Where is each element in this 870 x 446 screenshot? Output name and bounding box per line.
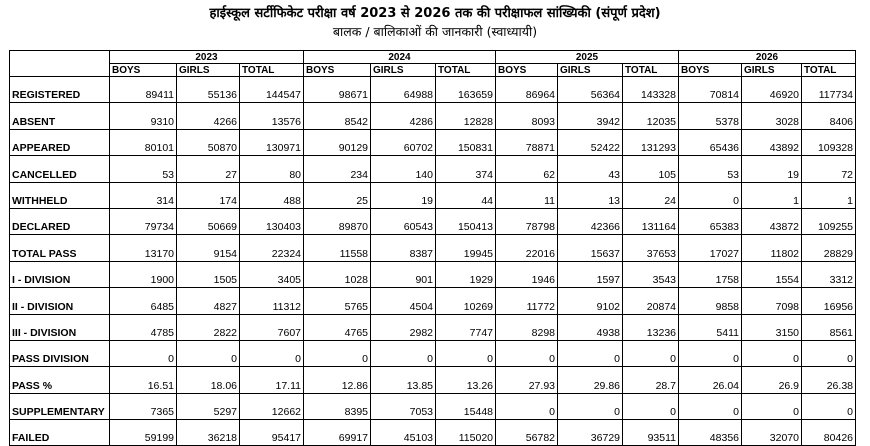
col-header-boys: BOYS xyxy=(496,64,558,77)
value-cell: 24 xyxy=(623,182,679,208)
col-header-girls: GIRLS xyxy=(558,64,623,77)
value-cell: 117734 xyxy=(802,77,856,103)
col-header-boys: BOYS xyxy=(679,64,742,77)
value-cell: 0 xyxy=(240,340,304,366)
row-label: APPEARED xyxy=(10,129,110,155)
value-cell: 4765 xyxy=(304,314,371,340)
value-cell: 43892 xyxy=(742,129,802,155)
value-cell: 12.86 xyxy=(304,367,371,393)
value-cell: 56782 xyxy=(496,420,558,446)
value-cell: 109255 xyxy=(802,208,856,234)
value-cell: 13236 xyxy=(623,314,679,340)
value-cell: 105 xyxy=(623,156,679,182)
value-cell: 11312 xyxy=(240,288,304,314)
table-row xyxy=(10,393,856,419)
value-cell: 5297 xyxy=(177,393,240,419)
value-cell: 109328 xyxy=(802,129,856,155)
row-label: III - DIVISION xyxy=(10,314,110,340)
col-header-boys: BOYS xyxy=(110,64,177,77)
value-cell: 28.7 xyxy=(623,367,679,393)
value-cell: 0 xyxy=(436,340,496,366)
value-cell: 86964 xyxy=(496,77,558,103)
value-cell: 62 xyxy=(496,156,558,182)
value-cell: 163659 xyxy=(436,77,496,103)
value-cell: 140 xyxy=(371,156,436,182)
table-row xyxy=(10,340,856,366)
row-label: WITHHELD xyxy=(10,182,110,208)
value-cell: 7747 xyxy=(436,314,496,340)
corner-cell xyxy=(10,51,110,64)
value-cell: 4938 xyxy=(558,314,623,340)
value-cell: 9858 xyxy=(679,288,742,314)
value-cell: 7098 xyxy=(742,288,802,314)
year-header: 2024 xyxy=(304,51,496,64)
value-cell: 7365 xyxy=(110,393,177,419)
value-cell: 13170 xyxy=(110,235,177,261)
value-cell: 45103 xyxy=(371,420,436,446)
col-header-total: TOTAL xyxy=(623,64,679,77)
row-label: FAILED xyxy=(10,420,110,446)
value-cell: 8561 xyxy=(802,314,856,340)
value-cell: 314 xyxy=(110,182,177,208)
value-cell: 1554 xyxy=(742,261,802,287)
value-cell: 80426 xyxy=(802,420,856,446)
results-table xyxy=(9,50,856,446)
value-cell: 69917 xyxy=(304,420,371,446)
report-subtitle: बालक / बालिकाओं की जानकारी (स्वाध्यायी) xyxy=(332,24,538,39)
value-cell: 9310 xyxy=(110,103,177,129)
value-cell: 143328 xyxy=(623,77,679,103)
value-cell: 130971 xyxy=(240,129,304,155)
value-cell: 22324 xyxy=(240,235,304,261)
value-cell: 0 xyxy=(679,393,742,419)
value-cell: 0 xyxy=(742,340,802,366)
table-row xyxy=(10,208,856,234)
value-cell: 8406 xyxy=(802,103,856,129)
value-cell: 8387 xyxy=(371,235,436,261)
value-cell: 18.06 xyxy=(177,367,240,393)
table-row xyxy=(10,77,856,103)
value-cell: 60702 xyxy=(371,129,436,155)
col-header-girls: GIRLS xyxy=(177,64,240,77)
value-cell: 0 xyxy=(110,340,177,366)
value-cell: 36218 xyxy=(177,420,240,446)
value-cell: 0 xyxy=(304,340,371,366)
value-cell: 0 xyxy=(496,340,558,366)
row-label: ABSENT xyxy=(10,103,110,129)
value-cell: 78871 xyxy=(496,129,558,155)
value-cell: 1505 xyxy=(177,261,240,287)
value-cell: 4266 xyxy=(177,103,240,129)
row-label: PASS % xyxy=(10,367,110,393)
value-cell: 19945 xyxy=(436,235,496,261)
value-cell: 2982 xyxy=(371,314,436,340)
value-cell: 26.38 xyxy=(802,367,856,393)
value-cell: 174 xyxy=(177,182,240,208)
table-row xyxy=(10,314,856,340)
value-cell: 0 xyxy=(679,182,742,208)
value-cell: 16.51 xyxy=(110,367,177,393)
table-row xyxy=(10,367,856,393)
value-cell: 12035 xyxy=(623,103,679,129)
value-cell: 19 xyxy=(742,156,802,182)
value-cell: 78798 xyxy=(496,208,558,234)
value-cell: 16956 xyxy=(802,288,856,314)
value-cell: 13.26 xyxy=(436,367,496,393)
value-cell: 0 xyxy=(558,340,623,366)
value-cell: 15637 xyxy=(558,235,623,261)
value-cell: 15448 xyxy=(436,393,496,419)
value-cell: 131164 xyxy=(623,208,679,234)
value-cell: 43872 xyxy=(742,208,802,234)
row-label: PASS DIVISION xyxy=(10,340,110,366)
value-cell: 25 xyxy=(304,182,371,208)
value-cell: 3543 xyxy=(623,261,679,287)
value-cell: 130403 xyxy=(240,208,304,234)
table-row xyxy=(10,420,856,446)
value-cell: 12828 xyxy=(436,103,496,129)
value-cell: 36729 xyxy=(558,420,623,446)
col-header-girls: GIRLS xyxy=(742,64,802,77)
year-header-row xyxy=(10,51,856,64)
value-cell: 9154 xyxy=(177,235,240,261)
value-cell: 131293 xyxy=(623,129,679,155)
value-cell: 901 xyxy=(371,261,436,287)
value-cell: 0 xyxy=(558,393,623,419)
value-cell: 2822 xyxy=(177,314,240,340)
column-header-row xyxy=(10,64,856,77)
value-cell: 11558 xyxy=(304,235,371,261)
year-header: 2026 xyxy=(679,51,856,64)
table-row xyxy=(10,103,856,129)
value-cell: 5411 xyxy=(679,314,742,340)
value-cell: 64988 xyxy=(371,77,436,103)
value-cell: 488 xyxy=(240,182,304,208)
value-cell: 5378 xyxy=(679,103,742,129)
value-cell: 32070 xyxy=(742,420,802,446)
value-cell: 72 xyxy=(802,156,856,182)
value-cell: 53 xyxy=(679,156,742,182)
value-cell: 95417 xyxy=(240,420,304,446)
value-cell: 1028 xyxy=(304,261,371,287)
year-header: 2023 xyxy=(110,51,304,64)
row-label: TOTAL PASS xyxy=(10,235,110,261)
value-cell: 1597 xyxy=(558,261,623,287)
value-cell: 0 xyxy=(623,340,679,366)
value-cell: 3942 xyxy=(558,103,623,129)
value-cell: 26.04 xyxy=(679,367,742,393)
value-cell: 8395 xyxy=(304,393,371,419)
value-cell: 115020 xyxy=(436,420,496,446)
value-cell: 374 xyxy=(436,156,496,182)
value-cell: 59199 xyxy=(110,420,177,446)
value-cell: 93511 xyxy=(623,420,679,446)
value-cell: 20874 xyxy=(623,288,679,314)
value-cell: 0 xyxy=(742,393,802,419)
col-header-total: TOTAL xyxy=(802,64,856,77)
value-cell: 7607 xyxy=(240,314,304,340)
value-cell: 65383 xyxy=(679,208,742,234)
value-cell: 80 xyxy=(240,156,304,182)
table-row xyxy=(10,156,856,182)
value-cell: 98671 xyxy=(304,77,371,103)
value-cell: 4827 xyxy=(177,288,240,314)
value-cell: 13 xyxy=(558,182,623,208)
value-cell: 4504 xyxy=(371,288,436,314)
value-cell: 8542 xyxy=(304,103,371,129)
table-row xyxy=(10,182,856,208)
value-cell: 89870 xyxy=(304,208,371,234)
value-cell: 234 xyxy=(304,156,371,182)
value-cell: 19 xyxy=(371,182,436,208)
value-cell: 90129 xyxy=(304,129,371,155)
value-cell: 11 xyxy=(496,182,558,208)
value-cell: 3150 xyxy=(742,314,802,340)
row-label: DECLARED xyxy=(10,208,110,234)
value-cell: 53 xyxy=(110,156,177,182)
value-cell: 8298 xyxy=(496,314,558,340)
value-cell: 22016 xyxy=(496,235,558,261)
table-row xyxy=(10,261,856,287)
value-cell: 26.9 xyxy=(742,367,802,393)
value-cell: 50669 xyxy=(177,208,240,234)
corner-cell xyxy=(10,64,110,77)
value-cell: 12662 xyxy=(240,393,304,419)
value-cell: 13.85 xyxy=(371,367,436,393)
value-cell: 4286 xyxy=(371,103,436,129)
value-cell: 3312 xyxy=(802,261,856,287)
col-header-boys: BOYS xyxy=(304,64,371,77)
value-cell: 10269 xyxy=(436,288,496,314)
value-cell: 29.86 xyxy=(558,367,623,393)
value-cell: 17.11 xyxy=(240,367,304,393)
report-title: हाईस्कूल सर्टीफिकेट परीक्षा वर्ष 2023 से 2026 तक की परीक्षाफल सांख्यिकी (संपूर्ण प्रदेश) xyxy=(209,6,661,21)
value-cell: 17027 xyxy=(679,235,742,261)
value-cell: 0 xyxy=(679,340,742,366)
value-cell: 50870 xyxy=(177,129,240,155)
value-cell: 55136 xyxy=(177,77,240,103)
row-label: SUPPLEMENTARY xyxy=(10,393,110,419)
value-cell: 48356 xyxy=(679,420,742,446)
col-header-total: TOTAL xyxy=(436,64,496,77)
value-cell: 60543 xyxy=(371,208,436,234)
value-cell: 150413 xyxy=(436,208,496,234)
row-label: REGISTERED xyxy=(10,77,110,103)
value-cell: 28829 xyxy=(802,235,856,261)
value-cell: 0 xyxy=(623,393,679,419)
col-header-total: TOTAL xyxy=(240,64,304,77)
value-cell: 11772 xyxy=(496,288,558,314)
value-cell: 43 xyxy=(558,156,623,182)
table-row xyxy=(10,129,856,155)
value-cell: 79734 xyxy=(110,208,177,234)
value-cell: 52422 xyxy=(558,129,623,155)
value-cell: 27 xyxy=(177,156,240,182)
value-cell: 1758 xyxy=(679,261,742,287)
value-cell: 0 xyxy=(371,340,436,366)
value-cell: 7053 xyxy=(371,393,436,419)
value-cell: 9102 xyxy=(558,288,623,314)
row-label: I - DIVISION xyxy=(10,261,110,287)
value-cell: 13576 xyxy=(240,103,304,129)
value-cell: 0 xyxy=(177,340,240,366)
value-cell: 80101 xyxy=(110,129,177,155)
value-cell: 0 xyxy=(802,393,856,419)
value-cell: 65436 xyxy=(679,129,742,155)
col-header-girls: GIRLS xyxy=(371,64,436,77)
value-cell: 89411 xyxy=(110,77,177,103)
value-cell: 0 xyxy=(802,340,856,366)
value-cell: 56364 xyxy=(558,77,623,103)
value-cell: 1 xyxy=(742,182,802,208)
value-cell: 5765 xyxy=(304,288,371,314)
value-cell: 3405 xyxy=(240,261,304,287)
row-label: II - DIVISION xyxy=(10,288,110,314)
value-cell: 37653 xyxy=(623,235,679,261)
value-cell: 27.93 xyxy=(496,367,558,393)
value-cell: 1900 xyxy=(110,261,177,287)
value-cell: 4785 xyxy=(110,314,177,340)
value-cell: 6485 xyxy=(110,288,177,314)
value-cell: 46920 xyxy=(742,77,802,103)
value-cell: 150831 xyxy=(436,129,496,155)
value-cell: 8093 xyxy=(496,103,558,129)
value-cell: 1946 xyxy=(496,261,558,287)
value-cell: 42366 xyxy=(558,208,623,234)
table-row xyxy=(10,235,856,261)
value-cell: 11802 xyxy=(742,235,802,261)
row-label: CANCELLED xyxy=(10,156,110,182)
value-cell: 70814 xyxy=(679,77,742,103)
value-cell: 44 xyxy=(436,182,496,208)
value-cell: 144547 xyxy=(240,77,304,103)
value-cell: 0 xyxy=(496,393,558,419)
value-cell: 3028 xyxy=(742,103,802,129)
year-header: 2025 xyxy=(496,51,679,64)
value-cell: 1929 xyxy=(436,261,496,287)
table-row xyxy=(10,288,856,314)
value-cell: 1 xyxy=(802,182,856,208)
